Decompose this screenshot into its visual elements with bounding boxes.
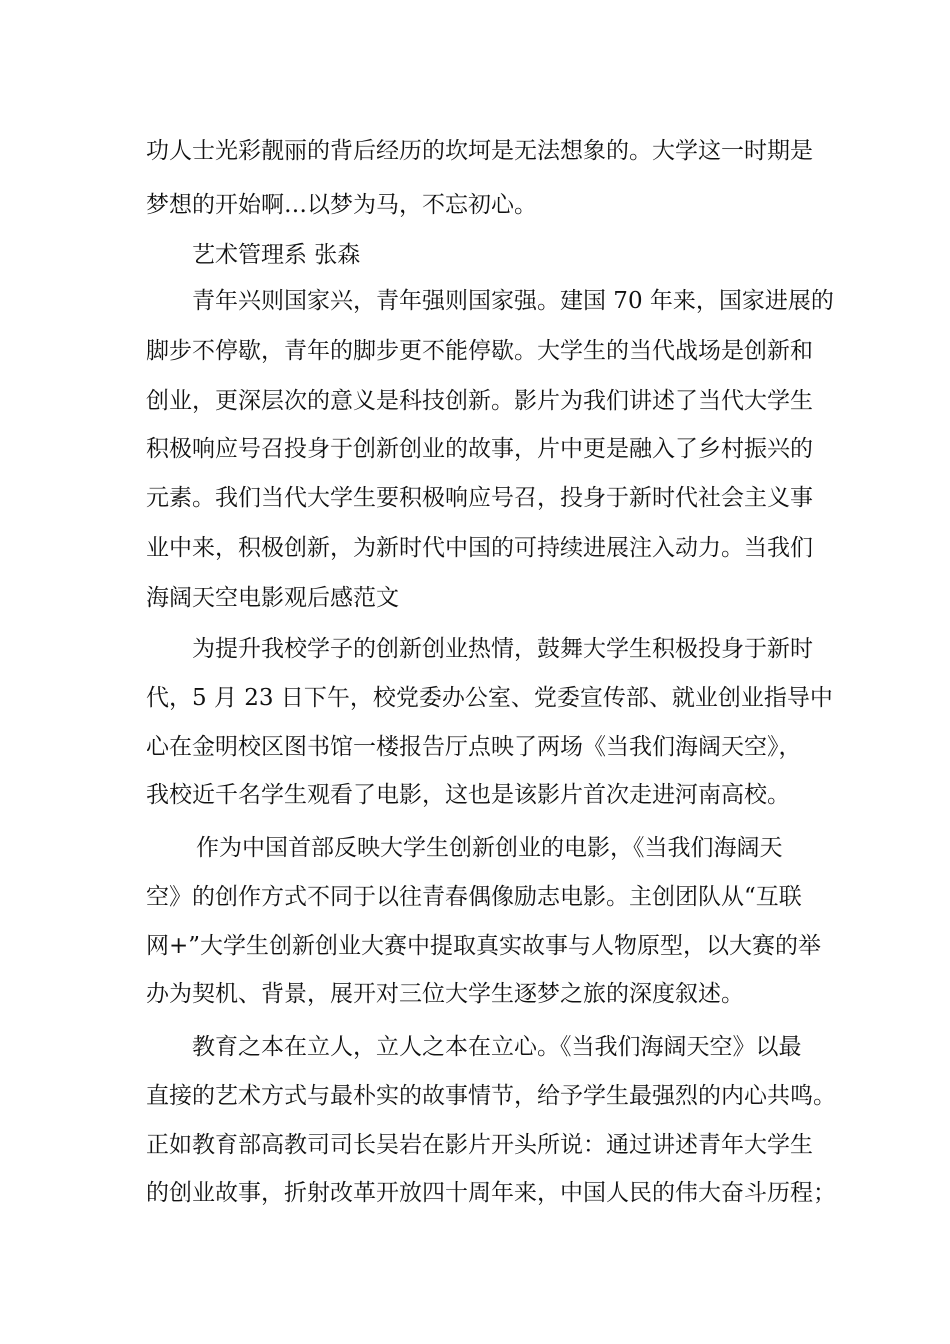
- text-line: 代，5 月 23 日下午，校党委办公室、党委宣传部、就业创业指导中: [146, 685, 833, 711]
- text-line: 积极响应号召投身于创新创业的故事，片中更是融入了乡村振兴的: [146, 436, 813, 462]
- section-title: 海阔天空电影观后感范文: [146, 585, 399, 611]
- text-line: 的创业故事，折射改革开放四十周年来，中国人民的伟大奋斗历程；: [146, 1180, 836, 1206]
- text-line: 梦想的开始啊…以梦为马，不忘初心。: [146, 192, 537, 218]
- text-line: 正如教育部高教司司长吴岩在影片开头所说：通过讲述青年大学生: [146, 1132, 813, 1158]
- text-line: 办为契机、背景，展开对三位大学生逐梦之旅的深度叙述。: [146, 981, 744, 1007]
- text-line: 功人士光彩靓丽的背后经历的坎坷是无法想象的。大学这一时期是: [146, 138, 813, 164]
- text-line: 教育之本在立人，立人之本在立心。《当我们海阔天空》以最: [192, 1034, 802, 1060]
- text-line: 心在金明校区图书馆一楼报告厅点映了两场《当我们海阔天空》，: [146, 734, 802, 760]
- text-line: 我校近千名学生观看了电影，这也是该影片首次走进河南高校。: [146, 782, 790, 808]
- text-line: 直接的艺术方式与最朴实的故事情节，给予学生最强烈的内心共鸣。: [146, 1083, 836, 1109]
- text-line: 作为中国首部反映大学生创新创业的电影，《当我们海阔天: [196, 835, 783, 861]
- text-line: 空》的创作方式不同于以往青春偶像励志电影。主创团队从“互联: [146, 884, 802, 910]
- text-line: 业中来，积极创新，为新时代中国的可持续进展注入动力。当我们: [146, 535, 813, 561]
- text-line: 脚步不停歇，青年的脚步更不能停歇。大学生的当代战场是创新和: [146, 338, 813, 364]
- text-line: 青年兴则国家兴，青年强则国家强。建国 70 年来，国家进展的: [192, 288, 834, 314]
- text-line: 创业，更深层次的意义是科技创新。影片为我们讲述了当代大学生: [146, 388, 813, 414]
- text-line: 为提升我校学子的创新创业热情，鼓舞大学生积极投身于新时: [192, 636, 813, 662]
- text-line: 网+”大学生创新创业大赛中提取真实故事与人物原型，以大赛的举: [146, 933, 822, 959]
- section-author: 艺术管理系 张森: [192, 242, 361, 268]
- text-line: 元素。我们当代大学生要积极响应号召，投身于新时代社会主义事: [146, 485, 813, 511]
